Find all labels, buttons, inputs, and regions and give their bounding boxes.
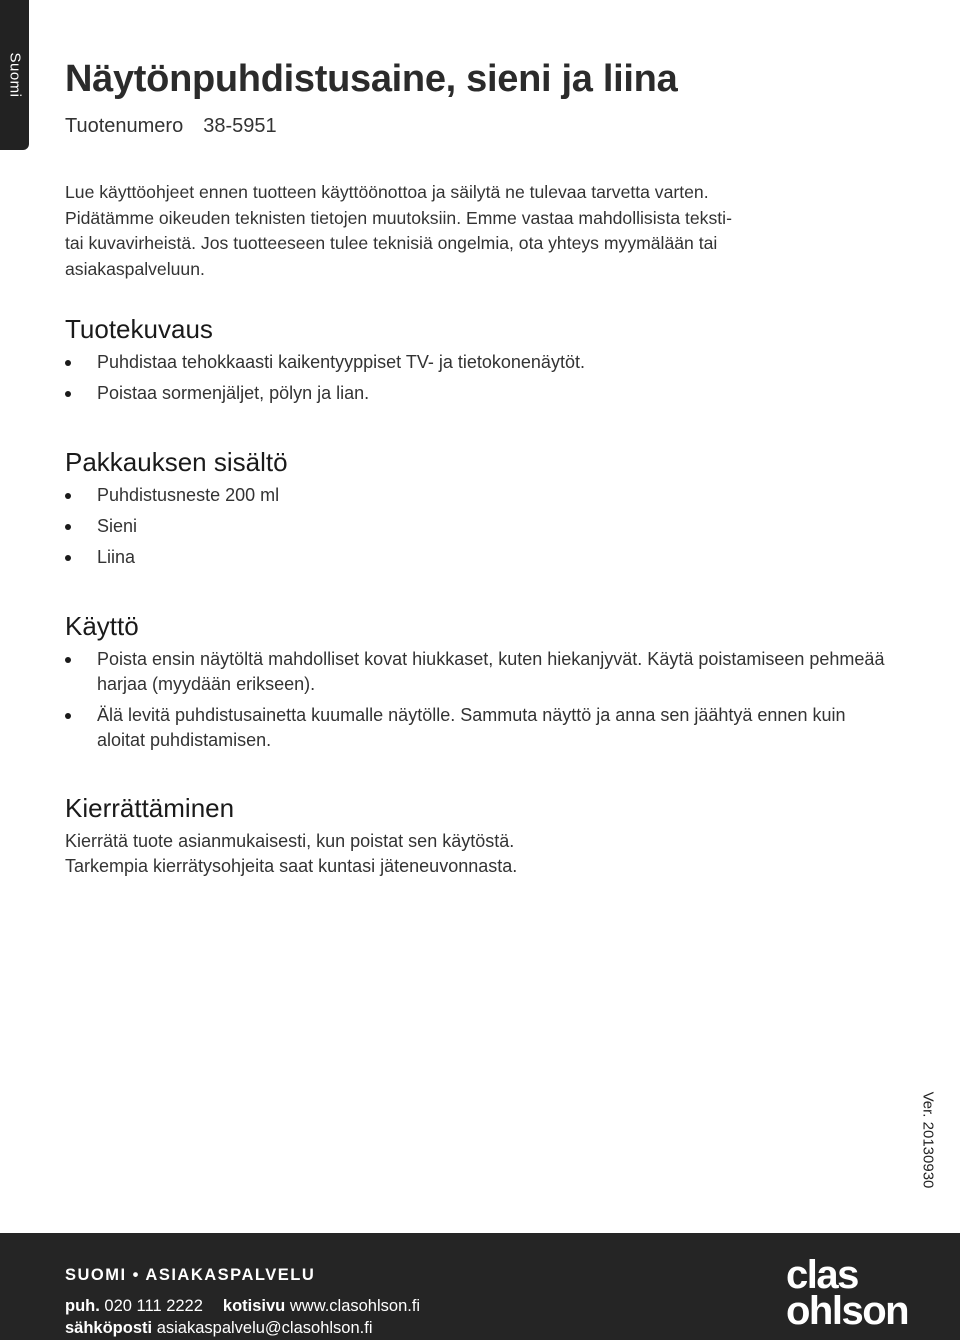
list-item: Poistaa sormenjäljet, pölyn ja lian.: [65, 381, 895, 406]
logo-line: clas: [786, 1253, 858, 1297]
contents-section: [65, 447, 895, 570]
website-label: kotisivu: [222, 1297, 286, 1315]
recycling-heading: Kierrättäminen: [65, 793, 235, 823]
email-link[interactable]: asiakaspalvelu@clasohlson.fi: [156, 1319, 373, 1337]
list-item: Sieni: [65, 514, 895, 539]
list-item: Puhdistusneste 200 ml: [65, 483, 895, 508]
usage-list: [65, 647, 885, 753]
phone-number[interactable]: 020 111 2222: [104, 1297, 203, 1315]
description-section: [65, 314, 895, 406]
description-heading: Tuotekuvaus: [65, 314, 213, 344]
footer-heading: SUOMI • ASIAKASPALVELU: [65, 1266, 316, 1284]
language-tab-label: Suomi: [6, 52, 23, 98]
logo-line: ohlson: [786, 1289, 909, 1333]
usage-heading: Käyttö: [65, 611, 139, 641]
intro-line: tai kuvavirheistä. Jos tuotteeseen tulee teknisiä ongelmia, ota yhteys myymälään tai: [65, 233, 718, 253]
intro-text: [65, 180, 865, 282]
intro-line: Lue käyttöohjeet ennen tuotteen käyttöönottoa ja säilytä ne tulevaa tarvetta varten.: [65, 182, 709, 202]
list-item: Älä levitä puhdistusainetta kuumalle näytölle. Sammuta näyttö ja anna sen jäähtyä ennen kuin aloitat puhdistamisen.: [65, 703, 885, 753]
email-label: sähköposti: [65, 1319, 153, 1337]
version-label: Ver. 20130930: [919, 1091, 937, 1189]
phone-label: puh.: [65, 1297, 100, 1315]
contents-list: [65, 483, 895, 570]
recycling-section: [65, 793, 895, 879]
recycling-line: Kierrätä tuote asianmukaisesti, kun poistat sen käytöstä.: [65, 831, 515, 851]
product-number: [65, 114, 895, 138]
website-link[interactable]: www.clasohlson.fi: [289, 1297, 421, 1315]
language-tab: [0, 0, 29, 150]
intro-line: Pidätämme oikeuden teknisten tietojen muutoksiin. Emme vastaa mahdollisista teksti-: [65, 207, 732, 228]
recycling-line: Tarkempia kierrätysohjeita saat kuntasi jäteneuvonnasta.: [65, 856, 518, 876]
contents-heading: Pakkauksen sisältö: [65, 447, 288, 477]
page-title: Näytönpuhdistusaine, sieni ja liina: [65, 58, 678, 100]
intro-line: asiakaspalveluun.: [65, 258, 205, 279]
footer: [0, 1233, 960, 1340]
document-header: [65, 56, 895, 282]
footer-email-line: [65, 1318, 372, 1338]
list-item: Poista ensin näytöltä mahdolliset kovat hiukkaset, kuten hiekanjyvät. Käytä poistamiseen pehmeää harjaa (myydään erikseen).: [65, 647, 885, 697]
footer-contact-line: [65, 1296, 420, 1316]
product-number-value: 38-5951: [203, 115, 277, 137]
list-item: Puhdistaa tehokkaasti kaikentyyppiset TV- ja tietokonenäytöt.: [65, 350, 895, 375]
usage-section: [65, 611, 895, 753]
clas-ohlson-logo: [786, 1253, 909, 1333]
product-number-label: Tuotenumero: [65, 115, 184, 137]
list-item: Liina: [65, 545, 895, 570]
description-list: [65, 350, 895, 406]
